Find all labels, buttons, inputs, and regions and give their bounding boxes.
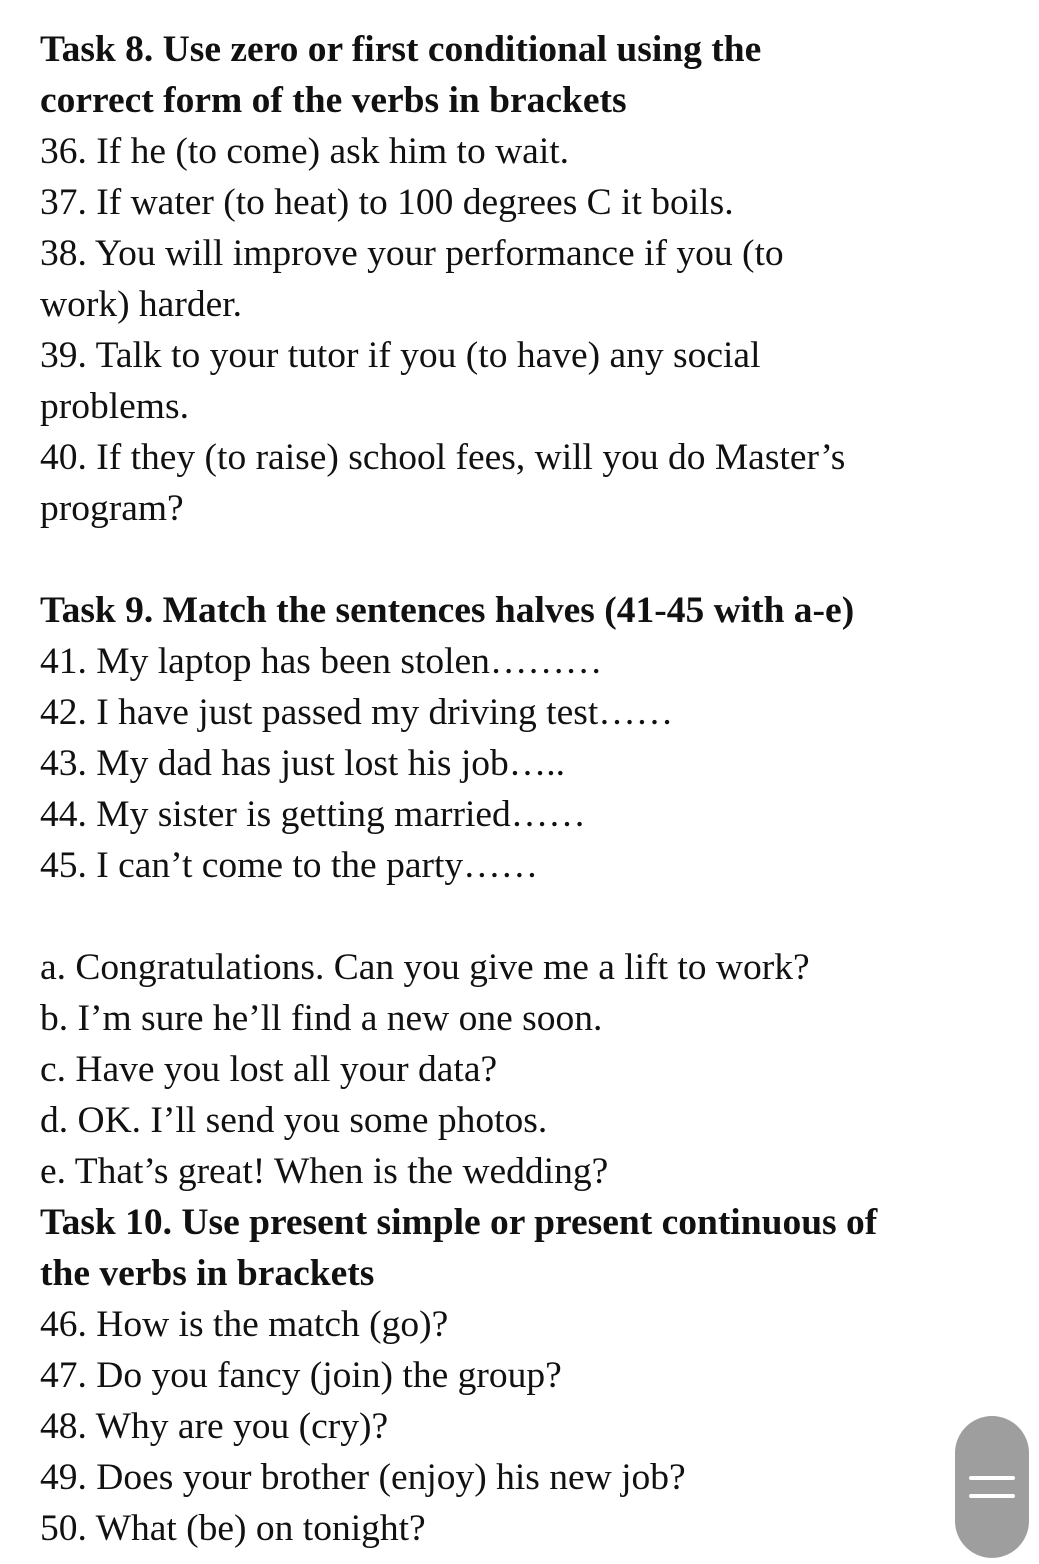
task-9-item: 43. My dad has just lost his job….. (40, 743, 566, 784)
task-9-option: b. I’m sure he’ll find a new one soon. (40, 998, 603, 1039)
task-9-item: 45. I can’t come to the party…… (40, 845, 539, 886)
spacer (40, 891, 980, 942)
task-9-option: a. Congratulations. Can you give me a lift to work? (40, 947, 810, 988)
task-9-option: e. That’s great! When is the wedding? (40, 1151, 609, 1192)
task-10-line: 48. Why are you (cry)? (40, 1406, 389, 1447)
task-8-line: 37. If water (to heat) to 100 degrees C it boils. (40, 182, 734, 223)
task-8-heading-line-1: Task 8. Use zero or first conditional using the (40, 29, 762, 70)
task-9-item: 42. I have just passed my driving test…… (40, 692, 674, 733)
task-10-line: 46. How is the match (go)? (40, 1304, 449, 1345)
spacer (40, 534, 980, 585)
task-8-line: program? (40, 488, 184, 529)
task-10-line: 50. What (be) on tonight? (40, 1508, 426, 1549)
scroll-handle[interactable] (955, 1416, 1029, 1558)
task-9-option: d. OK. I’ll send you some photos. (40, 1100, 548, 1141)
task-10-line: 49. Does your brother (enjoy) his new job? (40, 1457, 686, 1498)
grip-line (969, 1476, 1015, 1480)
task-8-line: work) harder. (40, 284, 243, 325)
task-10-heading-line-2: the verbs in brackets (40, 1253, 375, 1294)
document-page (40, 24, 980, 1554)
task-9-item: 41. My laptop has been stolen……… (40, 641, 603, 682)
task-9-section (40, 585, 980, 1197)
task-10-section (40, 1197, 980, 1554)
task-8-line: 38. You will improve your performance if you (to (40, 233, 784, 274)
task-10-heading-line-1: Task 10. Use present simple or present continuous of (40, 1202, 878, 1243)
task-8-heading-line-2: correct form of the verbs in brackets (40, 80, 627, 121)
task-9-item: 44. My sister is getting married…… (40, 794, 586, 835)
task-8-line: 36. If he (to come) ask him to wait. (40, 131, 570, 172)
task-8-section (40, 24, 980, 534)
task-8-line: 40. If they (to raise) school fees, will you do Master’s (40, 437, 846, 478)
task-9-option: c. Have you lost all your data? (40, 1049, 498, 1090)
task-9-heading: Task 9. Match the sentences halves (41-45 with a-e) (40, 590, 855, 631)
task-10-line: 47. Do you fancy (join) the group? (40, 1355, 562, 1396)
task-8-line: problems. (40, 386, 189, 427)
task-8-line: 39. Talk to your tutor if you (to have) any social (40, 335, 761, 376)
grip-line (969, 1494, 1015, 1498)
